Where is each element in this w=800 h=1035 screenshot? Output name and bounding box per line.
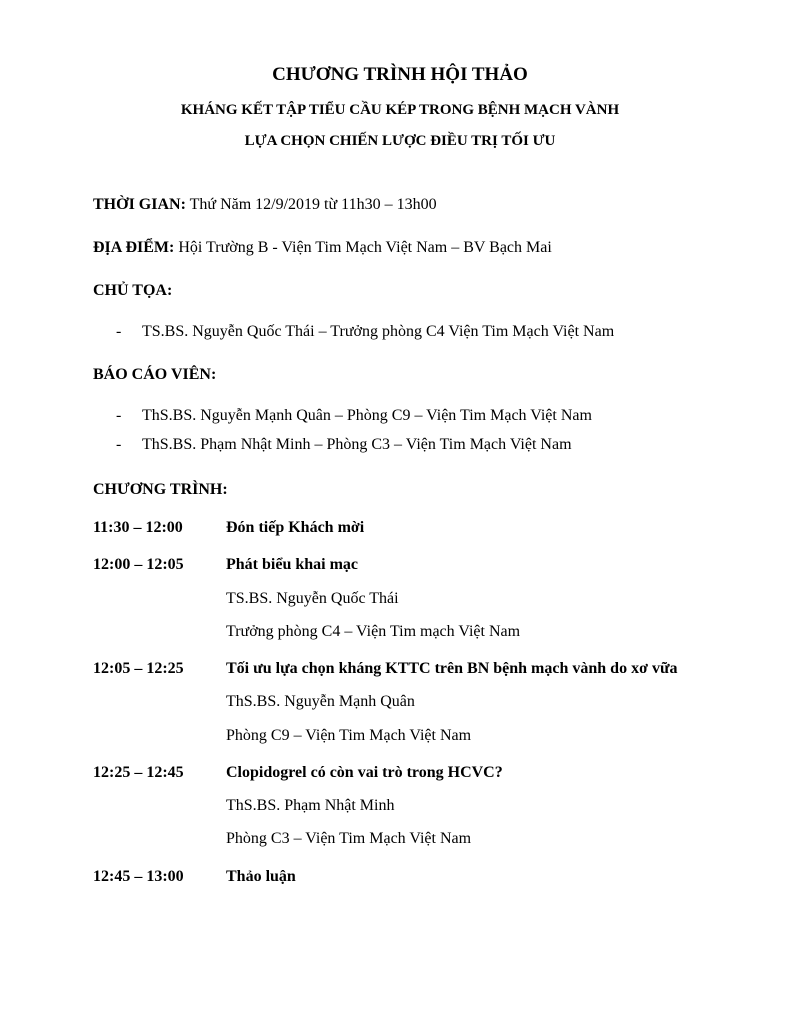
program-row-title: Tối ưu lựa chọn kháng KTTC trên BN bệnh mạch vành do xơ vữa: [226, 660, 678, 677]
chair-heading: CHỦ TỌA:: [93, 282, 173, 299]
program-row-time: 12:05 – 12:25: [93, 660, 184, 677]
program-row-title: Phát biểu khai mạc: [226, 556, 359, 573]
program-row-line: TS.BS. Nguyễn Quốc Thái: [226, 590, 399, 607]
time-value: Thứ Năm 12/9/2019 từ 11h30 – 13h00: [185, 196, 437, 213]
program-row-title: Đón tiếp Khách mời: [226, 519, 365, 536]
place-value: Hội Trường B - Viện Tim Mạch Việt Nam – BV Bạch Mai: [174, 239, 552, 256]
program-row-title: Thảo luận: [226, 868, 296, 885]
speakers-heading: BÁO CÁO VIÊN:: [93, 366, 217, 383]
program-row-line: Phòng C3 – Viện Tim Mạch Việt Nam: [226, 830, 472, 847]
chair-item-text: TS.BS. Nguyễn Quốc Thái – Trưởng phòng C4 Viện Tim Mạch Việt Nam: [142, 323, 615, 340]
speaker-item-text: ThS.BS. Nguyễn Mạnh Quân – Phòng C9 – Viện Tim Mạch Việt Nam: [142, 407, 592, 424]
program-row-line: ThS.BS. Phạm Nhật Minh: [226, 797, 395, 814]
time-label: THỜI GIAN:: [93, 196, 186, 213]
speaker-item-text: ThS.BS. Phạm Nhật Minh – Phòng C3 – Viện Tim Mạch Việt Nam: [142, 436, 572, 453]
program-row-time: 12:45 – 13:00: [93, 868, 184, 885]
time-info: [93, 196, 437, 214]
bullet-dash: -: [116, 407, 122, 424]
speaker-item: [116, 436, 572, 454]
speaker-item: [116, 407, 592, 425]
program-row-line: ThS.BS. Nguyễn Mạnh Quân: [226, 693, 415, 710]
program-row-time: 12:00 – 12:05: [93, 556, 184, 573]
program-row-time: 11:30 – 12:00: [93, 519, 183, 536]
program-row-time: 12:25 – 12:45: [93, 764, 184, 781]
document-subtitle-2: LỰA CHỌN CHIẾN LƯỢC ĐIỀU TRỊ TỐI ƯU: [244, 133, 556, 149]
place-label: ĐỊA ĐIỂM:: [93, 239, 175, 256]
place-info: [93, 239, 552, 257]
document-title: CHƯƠNG TRÌNH HỘI THẢO: [272, 64, 528, 85]
program-heading: CHƯƠNG TRÌNH:: [93, 481, 228, 498]
program-row-line: Trưởng phòng C4 – Viện Tim mạch Việt Nam: [226, 623, 521, 640]
document-subtitle-1: KHÁNG KẾT TẬP TIỂU CẦU KÉP TRONG BỆNH MẠCH VÀNH: [180, 102, 620, 118]
bullet-dash: -: [116, 323, 122, 340]
chair-item: [116, 323, 614, 341]
program-row-title: Clopidogrel có còn vai trò trong HCVC?: [226, 764, 503, 781]
bullet-dash: -: [116, 436, 122, 453]
program-row-line: Phòng C9 – Viện Tim Mạch Việt Nam: [226, 727, 472, 744]
